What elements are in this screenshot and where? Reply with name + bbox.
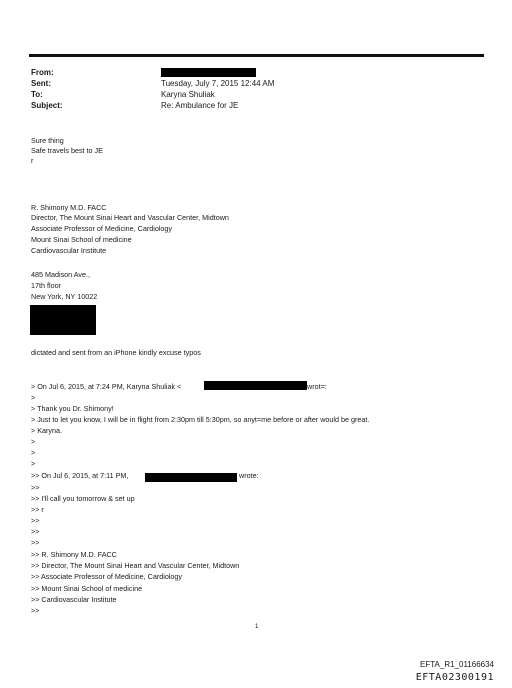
quote-line: >> [31, 538, 40, 547]
sent-value: Tuesday, July 7, 2015 12:44 AM [161, 79, 275, 88]
quote-line: > Thank you Dr. Shimony! [31, 404, 114, 413]
quote-line: >> Cardiovascular Institute [31, 595, 117, 604]
quote1-header [31, 382, 181, 392]
address-line: 485 Madison Ave., [31, 270, 91, 279]
bates-number-large: EFTA02300191 [415, 672, 494, 683]
quote-line: > [31, 437, 36, 446]
bates-number-small: EFTA_R1_01166634 [420, 660, 494, 669]
reply-line: Sure thing [31, 136, 64, 145]
quote1-prefix: > On Jul 6, 2015, at 7:24 PM, Karyna Shuliak < [31, 382, 182, 391]
quote-line: >> [31, 527, 40, 536]
address-line: 17th floor [31, 281, 61, 290]
signature-line: R. Shimony M.D. FACC [31, 203, 107, 212]
quote2-prefix: >> On Jul 6, 2015, at 7:11 PM, [31, 471, 129, 480]
signature-line: Mount Sinai School of medicine [31, 235, 132, 244]
quote-line: >> [31, 516, 40, 525]
quote-line: >> [31, 483, 40, 492]
quote2-suffix: wrote: [239, 471, 259, 480]
iphone-note: dictated and sent from an iPhone kindly excuse typos [31, 348, 201, 357]
quote-line: >> r [31, 505, 44, 514]
quote-line: > Karyna. [31, 426, 62, 435]
quote-line: > Just to let you know, I will be in flight from 2:30pm till 5:30pm, so anyt=me before or after would be great. [31, 415, 370, 424]
signature-line: Director, The Mount Sinai Heart and Vascular Center, Midtown [31, 213, 229, 222]
subject-label: Subject: [31, 101, 63, 110]
quote-line: >> Mount Sinai School of medicine [31, 584, 143, 593]
page-number: 1 [255, 624, 259, 630]
from-label: From: [31, 68, 54, 77]
quote-line: > [31, 459, 36, 468]
quote-line: >> I'll call you tomorrow & set up [31, 494, 135, 503]
quote-line: > [31, 393, 36, 402]
quote2-header [31, 471, 128, 481]
signature-line: Cardiovascular Institute [31, 246, 107, 255]
quote1-suffix: wrot=: [307, 382, 327, 391]
sent-label: Sent: [31, 79, 51, 88]
quote-line: >> [31, 606, 40, 615]
quote-line: >> Director, The Mount Sinai Heart and Vascular Center, Midtown [31, 561, 240, 570]
quote-line: >> R. Shimony M.D. FACC [31, 550, 117, 559]
address-line: New York, NY 10022 [31, 292, 98, 301]
reply-line: r [31, 156, 34, 165]
redaction-from [161, 68, 256, 77]
reply-line: Safe travels best to JE [31, 146, 103, 155]
redaction-email-1 [204, 381, 307, 390]
quote-line: >> Associate Professor of Medicine, Cardiology [31, 572, 183, 581]
redaction-email-2 [145, 473, 237, 482]
to-value: Karyna Shuliak [161, 90, 215, 99]
to-label: To: [31, 90, 43, 99]
subject-value: Re: Ambulance for JE [161, 101, 239, 110]
header-rule [29, 54, 484, 57]
signature-line: Associate Professor of Medicine, Cardiology [31, 224, 173, 233]
quote-line: > [31, 448, 36, 457]
redaction-block [30, 305, 96, 335]
